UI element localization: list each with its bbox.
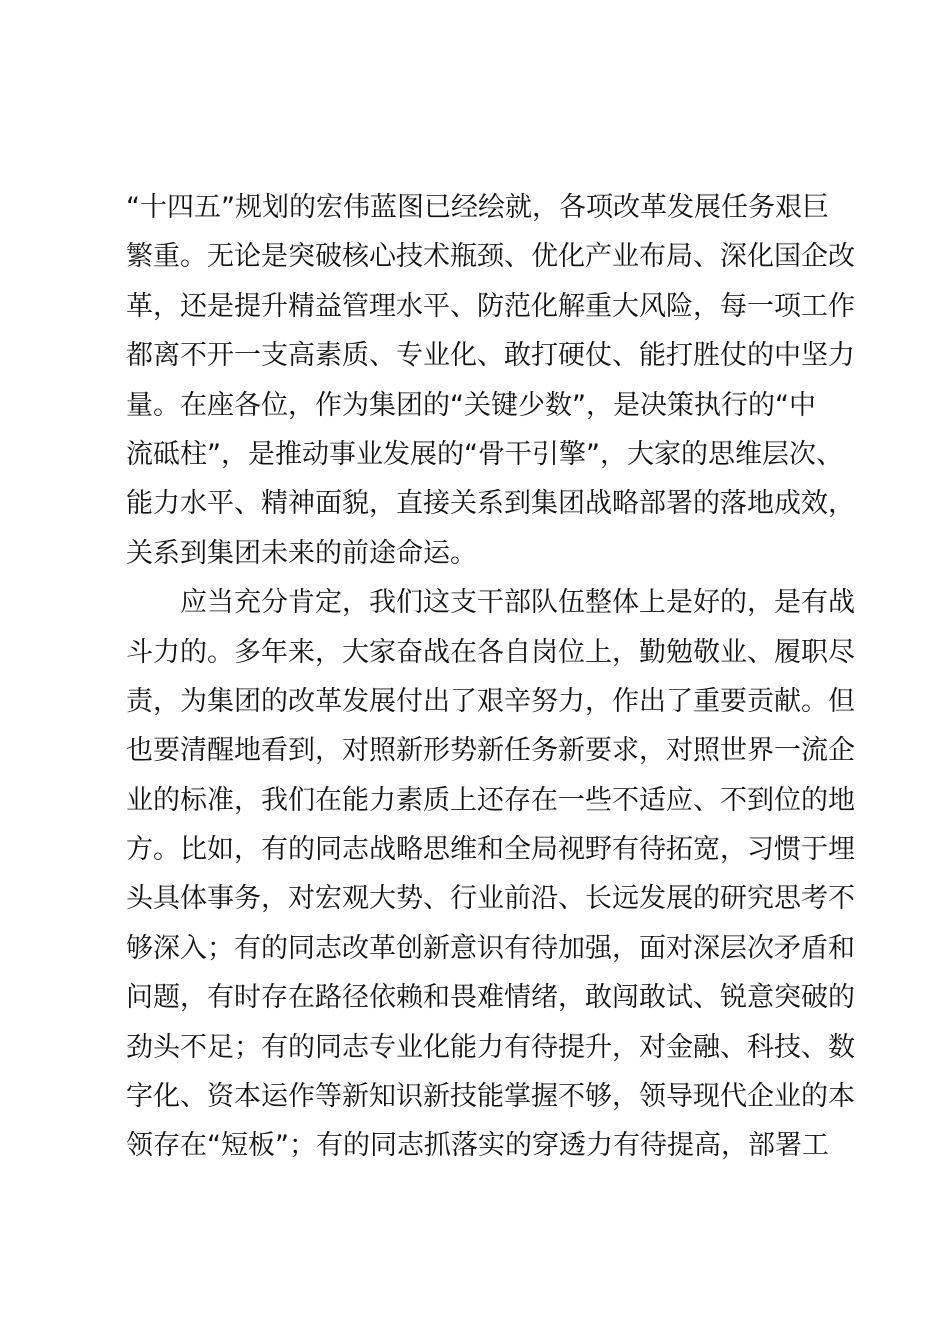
paragraph-line: 都离不开一支高素质、专业化、敢打硬仗、能打胜仗的中坚力 [126, 340, 855, 372]
paragraph-line: 繁重。无论是突破核心技术瓶颈、优化产业布局、深化国企改 [126, 241, 855, 273]
paragraph-line: 业的标准，我们在能力素质上还存在一些不适应、不到位的地 [126, 784, 855, 816]
paragraph-line: 革，还是提升精益管理水平、防范化解重大风险，每一项工作 [126, 290, 855, 322]
paragraph-line: 量。在座各位，作为集团的“关键少数”，是决策执行的“中 [126, 389, 816, 421]
paragraph-line: 领存在“短板”；有的同志抓落实的穿透力有待提高，部署工 [126, 1130, 829, 1162]
paragraph-line: 够深入；有的同志改革创新意识有待加强，面对深层次矛盾和 [126, 932, 855, 964]
paragraph-line: 斗力的。多年来，大家奋战在各自岗位上，勤勉敬业、履职尽 [126, 636, 855, 668]
document-body [126, 183, 855, 1171]
paragraph-line: 责，为集团的改革发展付出了艰辛努力，作出了重要贡献。但 [126, 685, 855, 717]
paragraph-line: “十四五”规划的宏伟蓝图已经绘就，各项改革发展任务艰巨 [126, 192, 829, 223]
paragraph-2 [126, 578, 855, 1171]
paragraph-line: 方。比如，有的同志战略思维和全局视野有待拓宽，习惯于埋 [126, 834, 855, 866]
paragraph-line: 头具体事务，对宏观大势、行业前沿、长远发展的研究思考不 [126, 883, 855, 915]
paragraph-line: 应当充分肯定，我们这支干部队伍整体上是好的，是有战 [180, 587, 855, 619]
paragraph-line: 劲头不足；有的同志专业化能力有待提升，对金融、科技、数 [126, 1031, 855, 1063]
paragraph-line: 字化、资本运作等新知识新技能掌握不够，领导现代企业的本 [126, 1081, 855, 1113]
paragraph-line: 也要清醒地看到，对照新形势新任务新要求，对照世界一流企 [126, 735, 855, 767]
paragraph-1 [126, 183, 855, 578]
paragraph-line: 能力水平、精神面貌，直接关系到集团战略部署的落地成效， [126, 488, 855, 520]
paragraph-line: 流砥柱”，是推动事业发展的“骨干引擎”，大家的思维层次、 [126, 438, 843, 470]
paragraph-line: 关系到集团未来的前途命运。 [126, 537, 477, 569]
paragraph-line: 问题，有时存在路径依赖和畏难情绪，敢闯敢试、锐意突破的 [126, 982, 855, 1014]
